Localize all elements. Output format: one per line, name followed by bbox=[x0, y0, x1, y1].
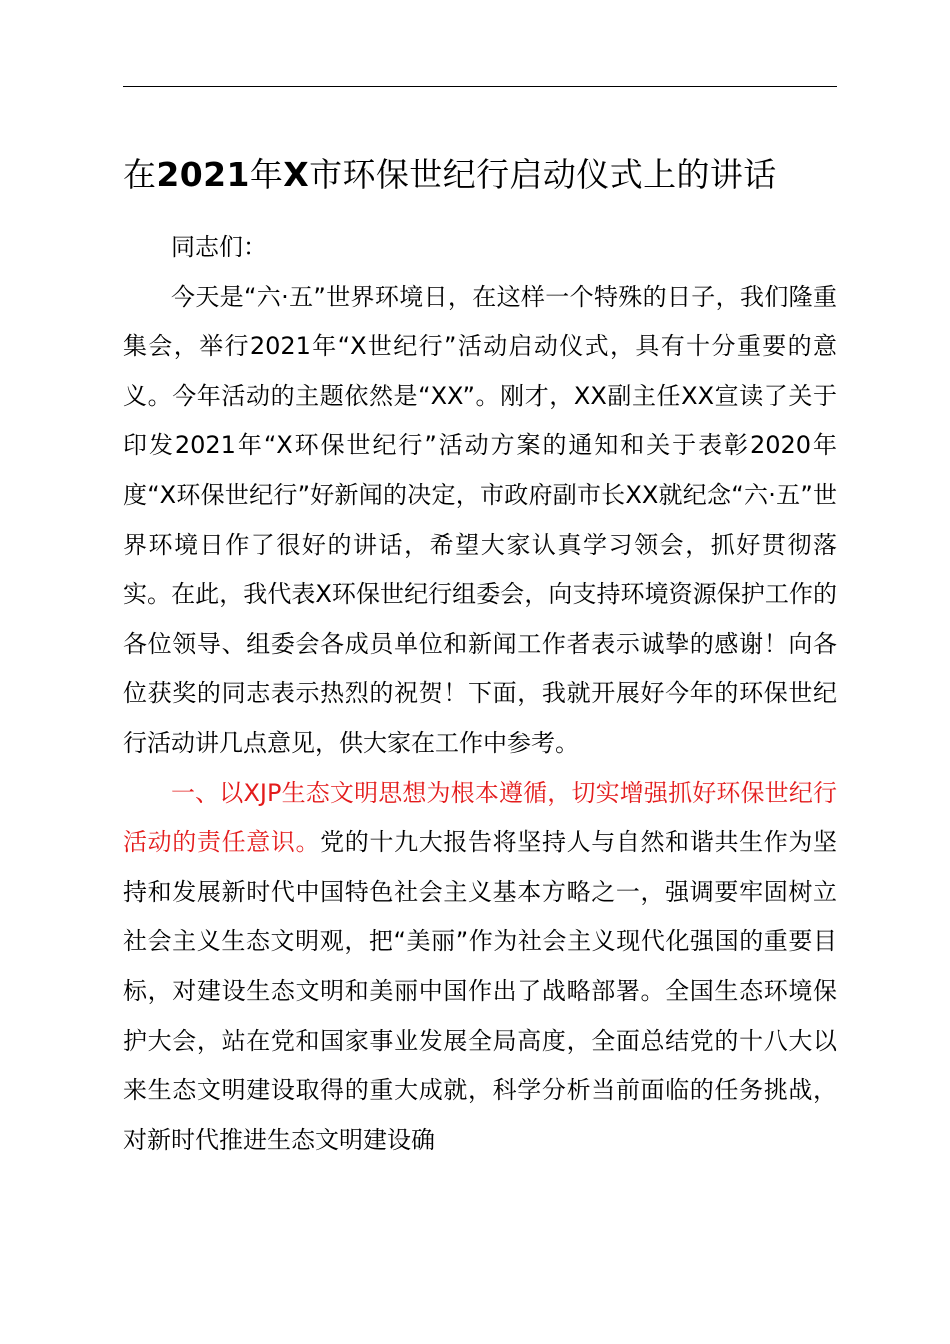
paragraph-intro: 今天是“六·五”世界环境日，在这样一个特殊的日子，我们隆重集会，举行2021年“X世纪行”活动启动仪式，具有十分重要的意义。今年活动的主题依然是“XX”。刚才，XX副主任XX宣读了关于印发2021年“X环保世纪行”活动方案的通知和关于表彰2020年度“X环保世纪行”好新闻的决定，市政府副市长XX就纪念“六·五”世界环境日作了很好的讲话，希望大家认真学习领会，抓好贯彻落实。在此，我代表X环保世纪行组委会，向支持环境资源保护工作的各位领导、组委会各成员单位和新闻工作者表示诚挚的感谢！向各位获奖的同志表示热烈的祝贺！下面，我就开展好今年的环保世纪行活动讲几点意见，供大家在工作中参考。 bbox=[123, 282, 837, 757]
document-body bbox=[123, 223, 837, 1165]
title-part-1: 在 bbox=[123, 155, 157, 194]
title-part-2: 年 bbox=[249, 155, 284, 194]
title-city: X bbox=[283, 155, 310, 194]
section-1-heading: 一、以XJP生态文明思想为根本遵循，切实增强抓好环保世纪行活动的责任意识。 bbox=[123, 778, 837, 857]
paragraph-section-1 bbox=[123, 769, 837, 1166]
section-1-text: 党的十九大报告将坚持人与自然和谐共生作为坚持和发展新时代中国特色社会主义基本方略之一，强调要牢固树立社会主义生态文明观，把“美丽”作为社会主义现代化强国的重要目标，对建设生态文明和美丽中国作出了战略部署。全国生态环境保护大会，站在党和国家事业发展全局高度，全面总结党的十八大以来生态文明建设取得的重大成就，科学分析当前面临的任务挑战，对新时代推进生态文明建设确 bbox=[123, 828, 838, 1154]
title-part-3: 市环保世纪行启动仪式上的讲话 bbox=[309, 155, 777, 194]
header-rule bbox=[123, 86, 837, 87]
salutation: 同志们： bbox=[171, 233, 267, 261]
document-title bbox=[123, 150, 837, 200]
title-year: 2021 bbox=[156, 155, 250, 194]
